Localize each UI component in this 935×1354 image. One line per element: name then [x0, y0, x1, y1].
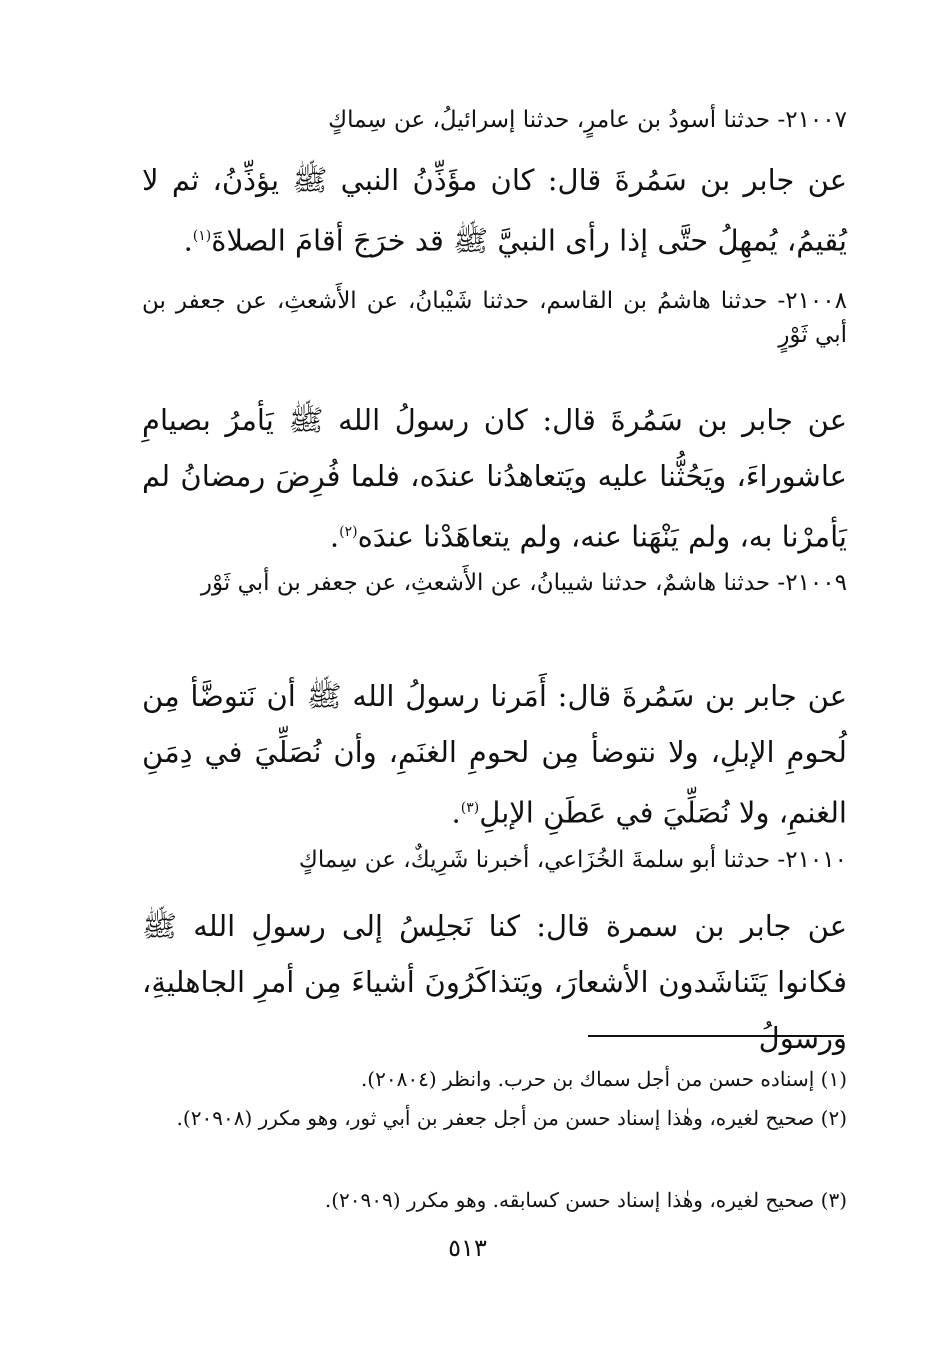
- matn-text: عن جابر بن سَمُرةَ قال: كان رسولُ الله ﷺ يَأمرُ بصيامِ عاشوراءَ، ويَحُثُّنا عليه ويَتعاهدُنا عندَه، فلما فُرِضَ رمضانُ لم يَأمرْنا به، ولم يَنْهَنا عنه، ولم يتعاهَدْنا عندَه: [142, 403, 847, 554]
- hadith-isnad: [142, 566, 847, 600]
- hadith-isnad: [142, 103, 847, 137]
- hadith-matn: [142, 152, 847, 269]
- matn-text: عن جابر بن سمرة قال: كنا نَجلِسُ إلى رسولِ الله ﷺ فكانوا يَتَناشَدون الأشعارَ، ويَتذاكَرُونَ أشياءَ مِن أمرِ الجاهليةِ، ورسولُ: [142, 909, 847, 1055]
- matn-text: عن جابر بن سَمُرةَ قال: كان مؤَذِّنُ النبي ﷺ يؤذِّنُ، ثم لا يُقيمُ، يُمهِلُ حتَّى إذا رأى النبيَّ ﷺ قد خرَجَ أقامَ الصلاةَ: [142, 163, 847, 258]
- footnote-2: [142, 1102, 847, 1134]
- footnote-ref: (١): [820, 1067, 847, 1091]
- hadith-matn: [142, 392, 847, 565]
- footnote-3: [142, 1184, 847, 1216]
- isnad-text: - حدثنا هاشمٌ، حدثنا شيبانُ، عن الأَشعثِ، عن جعفر بن أبي ثَوْر: [200, 570, 786, 596]
- footnote-text: صحيح لغيره، وهٰذا إسناد حسن من أجل جعفر بن أبي ثور، وهو مكرر (٢٠٩٠٨).: [176, 1106, 815, 1130]
- matn-text: عن جابر بن سَمُرةَ قال: أَمَرنا رسولُ الله ﷺ أن نَتوضَّأ مِن لُحومِ الإبلِ، ولا نتوضأ مِن لحومِ الغنَمِ، وأن نُصَلِّيَ في دِمَنِ الغنمِ، ولا نُصَلِّيَ في عَطَنِ الإبلِ: [142, 679, 847, 830]
- hadith-matn: [142, 668, 847, 841]
- isnad-text: - حدثنا هاشمُ بن القاسم، حدثنا شَيْبانُ، عن الأَشعثِ، عن جعفر بن أبي ثَوْرٍ: [142, 288, 847, 348]
- footnote-marker: (٣): [460, 800, 480, 816]
- footnote-text: صحيح لغيره، وهٰذا إسناد حسن كسابقه. وهو مكرر (٢٠٩٠٩).: [324, 1188, 815, 1212]
- isnad-text: - حدثنا أبو سلمةَ الخُزَاعي، أخبرنا شَرِيكٌ، عن سِماكٍ: [298, 847, 786, 873]
- isnad-text: - حدثنا أسودُ بن عامرٍ، حدثنا إسرائيلُ، عن سِماكٍ: [328, 107, 786, 133]
- hadith-isnad: [142, 843, 847, 877]
- footnote-marker: (١): [192, 228, 212, 244]
- footnote-1: [142, 1063, 847, 1095]
- hadith-number: ٢١٠٠٩: [785, 570, 847, 596]
- page-number: ٥١٣: [448, 1234, 487, 1262]
- matn-end: .: [451, 795, 461, 830]
- footnote-ref: (٣): [820, 1188, 847, 1212]
- hadith-isnad: [142, 284, 847, 352]
- footnote-separator: [588, 1035, 844, 1037]
- footnote-marker: (٢): [339, 524, 358, 540]
- matn-end: .: [183, 223, 193, 258]
- hadith-number: ٢١٠٠٨: [785, 288, 847, 314]
- footnote-text: إسناده حسن من أجل سماك بن حرب. وانظر (٢٠٨٠٤).: [360, 1067, 815, 1091]
- matn-end: .: [329, 519, 340, 554]
- hadith-matn: [142, 898, 847, 1066]
- footnote-ref: (٢): [820, 1106, 847, 1130]
- hadith-number: ٢١٠١٠: [785, 847, 847, 873]
- hadith-number: ٢١٠٠٧: [785, 107, 847, 133]
